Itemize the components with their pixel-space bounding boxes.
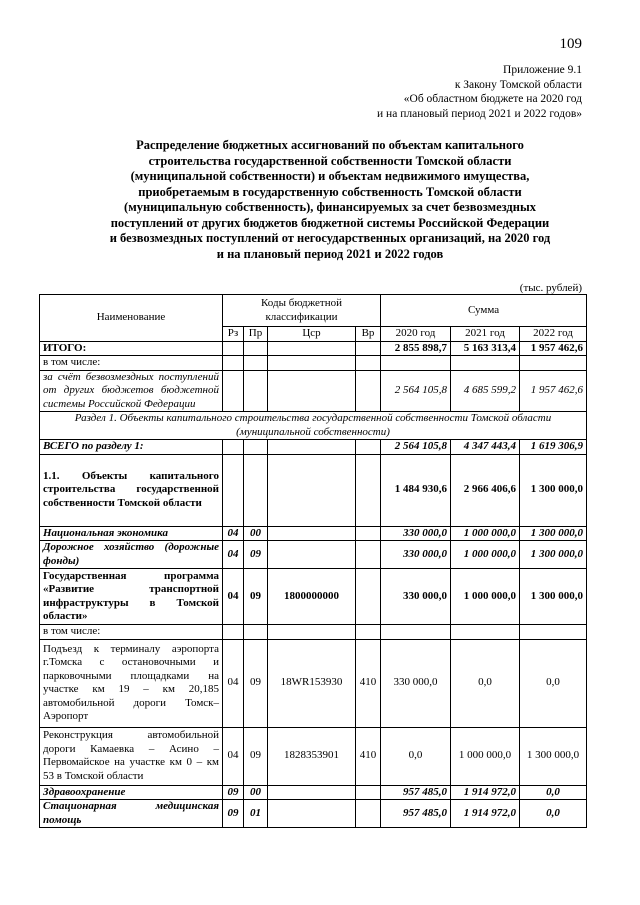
row-vr <box>356 356 381 371</box>
row-2022: 1 300 000,0 <box>520 727 587 785</box>
row-2020 <box>381 356 451 371</box>
table-row <box>40 454 587 526</box>
header-rz: Рз <box>223 327 244 342</box>
title-line: и на плановый период 2021 и 2022 годов <box>216 246 444 261</box>
row-2020: 0,0 <box>381 727 451 785</box>
row-2021: 1 914 972,0 <box>451 785 520 800</box>
row-2022: 1 619 306,9 <box>520 440 587 455</box>
header-2021: 2021 год <box>451 327 520 342</box>
table-row <box>40 356 587 371</box>
row-csr <box>268 454 356 526</box>
row-2022 <box>520 356 587 371</box>
row-csr <box>268 541 356 569</box>
row-csr <box>268 356 356 371</box>
row-csr: 1800000000 <box>268 569 356 625</box>
row-csr <box>268 440 356 455</box>
section-heading: Раздел 1. Объекты капитального строительства государственной собственности Томской области (муниципальной собственности) <box>40 412 587 440</box>
row-2021: 1 000 000,0 <box>451 541 520 569</box>
table-row <box>40 370 587 412</box>
budget-table <box>39 294 587 828</box>
row-2022: 1 300 000,0 <box>520 526 587 541</box>
row-rz: 04 <box>223 526 244 541</box>
row-vr <box>356 541 381 569</box>
title-line: приобретаемым в государственную собственность Томской области <box>138 184 522 199</box>
row-pr: 01 <box>244 800 268 828</box>
row-pr <box>244 440 268 455</box>
row-rz <box>223 440 244 455</box>
page-number: 109 <box>559 36 582 52</box>
row-2021: 4 347 443,4 <box>451 440 520 455</box>
row-name: 1.1. Объекты капитального строительства государственной собственности Томской области <box>40 454 223 526</box>
row-2022: 0,0 <box>520 800 587 828</box>
row-pr: 00 <box>244 526 268 541</box>
appendix-line: «Об областном бюджете на 2020 год <box>403 93 582 105</box>
table-row <box>40 639 587 727</box>
row-2020: 330 000,0 <box>381 526 451 541</box>
row-name: Национальная экономика <box>40 526 223 541</box>
row-2020: 330 000,0 <box>381 639 451 727</box>
row-pr: 00 <box>244 785 268 800</box>
row-vr <box>356 785 381 800</box>
row-name: Здравоохранение <box>40 785 223 800</box>
table-row <box>40 625 587 640</box>
row-vr <box>356 569 381 625</box>
appendix-line: Приложение 9.1 <box>503 64 582 76</box>
row-vr <box>356 800 381 828</box>
row-rz: 04 <box>223 569 244 625</box>
row-2022: 1 300 000,0 <box>520 541 587 569</box>
row-2021: 1 914 972,0 <box>451 800 520 828</box>
row-csr <box>268 526 356 541</box>
header-name: Наименование <box>40 295 223 342</box>
row-pr: 09 <box>244 727 268 785</box>
row-name: Стационарная медицинская помощь <box>40 800 223 828</box>
row-2020 <box>381 625 451 640</box>
row-2022: 0,0 <box>520 639 587 727</box>
header-pr: Пр <box>244 327 268 342</box>
row-2020: 2 564 105,8 <box>381 370 451 412</box>
title-line: поступлений от других бюджетов бюджетной системы Российской Федерации <box>110 215 550 230</box>
table-row <box>40 727 587 785</box>
row-2021: 1 000 000,0 <box>451 727 520 785</box>
table-row <box>40 800 587 828</box>
row-vr <box>356 454 381 526</box>
row-rz: 04 <box>223 541 244 569</box>
row-csr <box>268 370 356 412</box>
row-rz: 09 <box>223 800 244 828</box>
title-line: (муниципальную собственность), финансируемых за счет безвозмездных <box>124 200 536 214</box>
table-row <box>40 341 587 356</box>
row-rz: 09 <box>223 785 244 800</box>
row-name: Подъезд к терминалу аэропорта г.Томска с остановочными и парковочными площадками на участке км 19 – км 20,185 автомобильной дороги Томск–Аэропорт <box>40 639 223 727</box>
appendix-line: к Закону Томской области <box>454 78 582 91</box>
row-csr: 1828353901 <box>268 727 356 785</box>
row-pr <box>244 356 268 371</box>
row-2021 <box>451 356 520 371</box>
header-2020: 2020 год <box>381 327 451 342</box>
header-vr: Вр <box>356 327 381 342</box>
row-name: Реконструкция автомобильной дороги Камаевка – Асино – Первомайское на участке км 0 – км 53 в Томской области <box>40 727 223 785</box>
section-row <box>40 412 587 440</box>
header-codes: Коды бюджетной классификации <box>223 295 381 327</box>
row-rz <box>223 356 244 371</box>
table-row <box>40 785 587 800</box>
row-vr <box>356 341 381 356</box>
row-name: за счёт безвозмездных поступлений от других бюджетов бюджетной системы Российской Федерации <box>40 370 223 412</box>
table-header-row <box>40 295 587 327</box>
header-csr: Цср <box>268 327 356 342</box>
row-2022: 0,0 <box>520 785 587 800</box>
header-sum: Сумма <box>381 295 587 327</box>
row-2021: 1 000 000,0 <box>451 569 520 625</box>
row-pr: 09 <box>244 541 268 569</box>
row-rz <box>223 341 244 356</box>
title-line: и безвозмездных поступлений от негосударственных организаций, на 2020 год <box>109 231 551 245</box>
row-name: Дорожное хозяйство (дорожные фонды) <box>40 541 223 569</box>
row-rz: 04 <box>223 727 244 785</box>
row-2020: 957 485,0 <box>381 800 451 828</box>
table-row <box>40 440 587 455</box>
row-name: ИТОГО: <box>40 341 223 356</box>
row-2022: 1 957 462,6 <box>520 341 587 356</box>
appendix-note <box>377 63 582 121</box>
row-2020: 2 855 898,7 <box>381 341 451 356</box>
row-vr: 410 <box>356 727 381 785</box>
row-csr <box>268 341 356 356</box>
row-pr <box>244 370 268 412</box>
row-vr <box>356 526 381 541</box>
row-csr <box>268 785 356 800</box>
row-rz: 04 <box>223 639 244 727</box>
row-pr: 09 <box>244 639 268 727</box>
title-line: (муниципальной собственности) и объектам недвижимого имущества, <box>130 169 530 183</box>
appendix-line: и на плановый период 2021 и 2022 годов» <box>377 107 582 120</box>
row-2020: 330 000,0 <box>381 569 451 625</box>
row-2020: 1 484 930,6 <box>381 454 451 526</box>
row-rz <box>223 625 244 640</box>
document-title <box>70 138 590 262</box>
row-pr <box>244 341 268 356</box>
row-name: в том числе: <box>40 356 223 371</box>
row-rz <box>223 370 244 412</box>
row-2021: 2 966 406,6 <box>451 454 520 526</box>
row-2022: 1 957 462,6 <box>520 370 587 412</box>
row-vr: 410 <box>356 639 381 727</box>
row-2022: 1 300 000,0 <box>520 569 587 625</box>
header-2022: 2022 год <box>520 327 587 342</box>
row-rz <box>223 454 244 526</box>
row-name: в том числе: <box>40 625 223 640</box>
row-vr <box>356 625 381 640</box>
row-csr <box>268 625 356 640</box>
row-vr <box>356 370 381 412</box>
row-pr: 09 <box>244 569 268 625</box>
row-vr <box>356 440 381 455</box>
row-2021: 4 685 599,2 <box>451 370 520 412</box>
table-row <box>40 569 587 625</box>
row-2021: 5 163 313,4 <box>451 341 520 356</box>
row-csr <box>268 800 356 828</box>
row-2021: 1 000 000,0 <box>451 526 520 541</box>
row-2021 <box>451 625 520 640</box>
table-row <box>40 541 587 569</box>
title-line: строительства государственной собственности Томской области <box>148 153 512 168</box>
row-pr <box>244 454 268 526</box>
title-line: Распределение бюджетных ассигнований по объектам капитального <box>136 138 524 152</box>
row-csr: 18WR153930 <box>268 639 356 727</box>
row-2020: 957 485,0 <box>381 785 451 800</box>
row-pr <box>244 625 268 640</box>
row-2020: 2 564 105,8 <box>381 440 451 455</box>
row-name: ВСЕГО по разделу 1: <box>40 440 223 455</box>
unit-label: (тыс. рублей) <box>519 282 582 294</box>
row-name: Государственная программа «Развитие транспортной инфраструктуры в Томской области» <box>40 569 223 625</box>
row-2022 <box>520 625 587 640</box>
row-2021: 0,0 <box>451 639 520 727</box>
table-row <box>40 526 587 541</box>
row-2020: 330 000,0 <box>381 541 451 569</box>
row-2022: 1 300 000,0 <box>520 454 587 526</box>
